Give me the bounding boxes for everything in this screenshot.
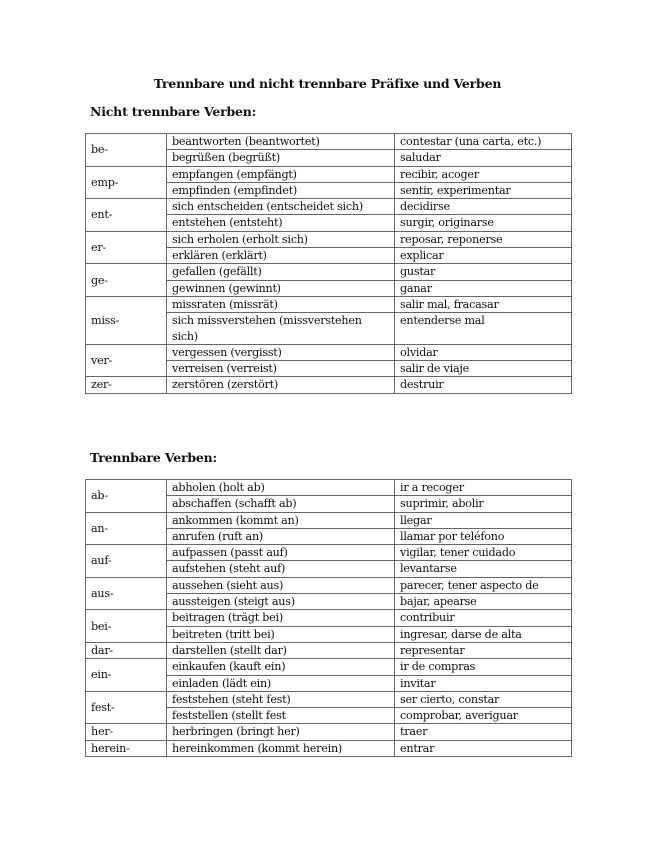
table-row [86,296,572,312]
table-row [86,577,572,593]
prefix-cell: auf- [86,545,167,578]
verb-cell: empfangen (empfängt) [167,166,395,182]
translation-cell: bajar, apearse [395,594,572,610]
table-row [86,264,572,280]
translation-cell: explicar [395,248,572,264]
table-row [86,642,572,658]
prefix-cell: aus- [86,577,167,610]
verb-cell: gewinnen (gewinnt) [167,280,395,296]
prefix-cell: dar- [86,642,167,658]
verb-cell: gefallen (gefällt) [167,264,395,280]
table-row [86,199,572,215]
verb-cell: abholen (holt ab) [167,480,395,496]
verb-cell: aufstehen (steht auf) [167,561,395,577]
prefix-cell: be- [86,134,167,167]
verb-cell: herbringen (bringt her) [167,724,395,740]
verb-cell: feststellen (stellt fest [167,708,395,724]
verb-cell: feststehen (steht fest) [167,691,395,707]
translation-cell: levantarse [395,561,572,577]
verb-cell: begrüßen (begrüßt) [167,150,395,166]
verb-cell: aussehen (sieht aus) [167,577,395,593]
verb-cell: vergessen (vergisst) [167,344,395,360]
translation-cell: vigilar, tener cuidado [395,545,572,561]
translation-cell: llegar [395,512,572,528]
prefix-cell: zer- [86,377,167,393]
translation-cell: salir mal, fracasar [395,296,572,312]
prefix-cell: er- [86,231,167,264]
prefix-cell: herein- [86,740,167,756]
verb-cell: einladen (lädt ein) [167,675,395,691]
prefix-cell: miss- [86,296,167,344]
prefix-cell: ent- [86,199,167,232]
verb-cell: hereinkommen (kommt herein) [167,740,395,756]
prefix-cell: her- [86,724,167,740]
translation-cell: saludar [395,150,572,166]
verb-cell: verreisen (verreist) [167,361,395,377]
translation-cell: sentir, experimentar [395,182,572,198]
translation-cell: decidirse [395,199,572,215]
translation-cell: parecer, tener aspecto de [395,577,572,593]
verb-cell: ankommen (kommt an) [167,512,395,528]
translation-cell: comprobar, averiguar [395,708,572,724]
verb-cell: aussteigen (steigt aus) [167,594,395,610]
translation-cell: gustar [395,264,572,280]
translation-cell: ingresar, darse de alta [395,626,572,642]
verb-cell: abschaffen (schafft ab) [167,496,395,512]
prefix-cell: an- [86,512,167,545]
verb-cell: beitragen (trägt bei) [167,610,395,626]
table-row [86,480,572,496]
table-row [86,659,572,675]
verb-cell: entstehen (entsteht) [167,215,395,231]
prefix-cell: fest- [86,691,167,724]
verb-cell: missraten (missrät) [167,296,395,312]
prefix-cell: ab- [86,480,167,513]
translation-cell: invitar [395,675,572,691]
section-heading-trennbare: Trennbare Verben: [90,450,217,465]
translation-cell: traer [395,724,572,740]
verb-cell: darstellen (stellt dar) [167,642,395,658]
translation-cell: ganar [395,280,572,296]
verb-cell: zerstören (zerstört) [167,377,395,393]
translation-cell: olvidar [395,344,572,360]
section-heading-nicht-trennbare: Nicht trennbare Verben: [90,104,257,119]
prefix-cell: ein- [86,659,167,692]
translation-cell: recibir, acoger [395,166,572,182]
verb-cell: anrufen (ruft an) [167,528,395,544]
verb-cell: erklären (erklärt) [167,248,395,264]
verb-cell: empfinden (empfindet) [167,182,395,198]
prefix-cell: ver- [86,344,167,377]
table-row [86,231,572,247]
translation-cell: surgir, originarse [395,215,572,231]
translation-cell: destruir [395,377,572,393]
table-nicht-trennbare-verben [85,133,572,394]
verb-cell: beantworten (beantwortet) [167,134,395,150]
translation-cell: reposar, reponerse [395,231,572,247]
table-trennbare-verben [85,479,572,757]
translation-cell: llamar por teléfono [395,528,572,544]
verb-cell: beitreten (tritt bei) [167,626,395,642]
translation-cell: ir de compras [395,659,572,675]
translation-cell: contribuir [395,610,572,626]
table-row [86,344,572,360]
verb-cell: sich erholen (erholt sich) [167,231,395,247]
translation-cell: salir de viaje [395,361,572,377]
verb-cell: aufpassen (passt auf) [167,545,395,561]
page-title: Trennbare und nicht trennbare Präfixe und Verben [153,76,502,91]
table-row [86,740,572,756]
table-row [86,512,572,528]
translation-cell: ser cierto, constar [395,691,572,707]
verb-cell: sich entscheiden (entscheidet sich) [167,199,395,215]
verb-cell: einkaufen (kauft ein) [167,659,395,675]
table-row [86,134,572,150]
translation-cell: representar [395,642,572,658]
prefix-cell: bei- [86,610,167,643]
table-row [86,610,572,626]
translation-cell: entenderse mal [395,313,572,345]
table-row [86,691,572,707]
translation-cell: contestar (una carta, etc.) [395,134,572,150]
table-row [86,377,572,393]
translation-cell: entrar [395,740,572,756]
translation-cell: suprimir, abolir [395,496,572,512]
table-row [86,166,572,182]
translation-cell: ir a recoger [395,480,572,496]
prefix-cell: ge- [86,264,167,297]
table-row [86,545,572,561]
table-row [86,724,572,740]
prefix-cell: emp- [86,166,167,199]
verb-cell: sich missverstehen (missverstehen sich) [167,313,395,345]
